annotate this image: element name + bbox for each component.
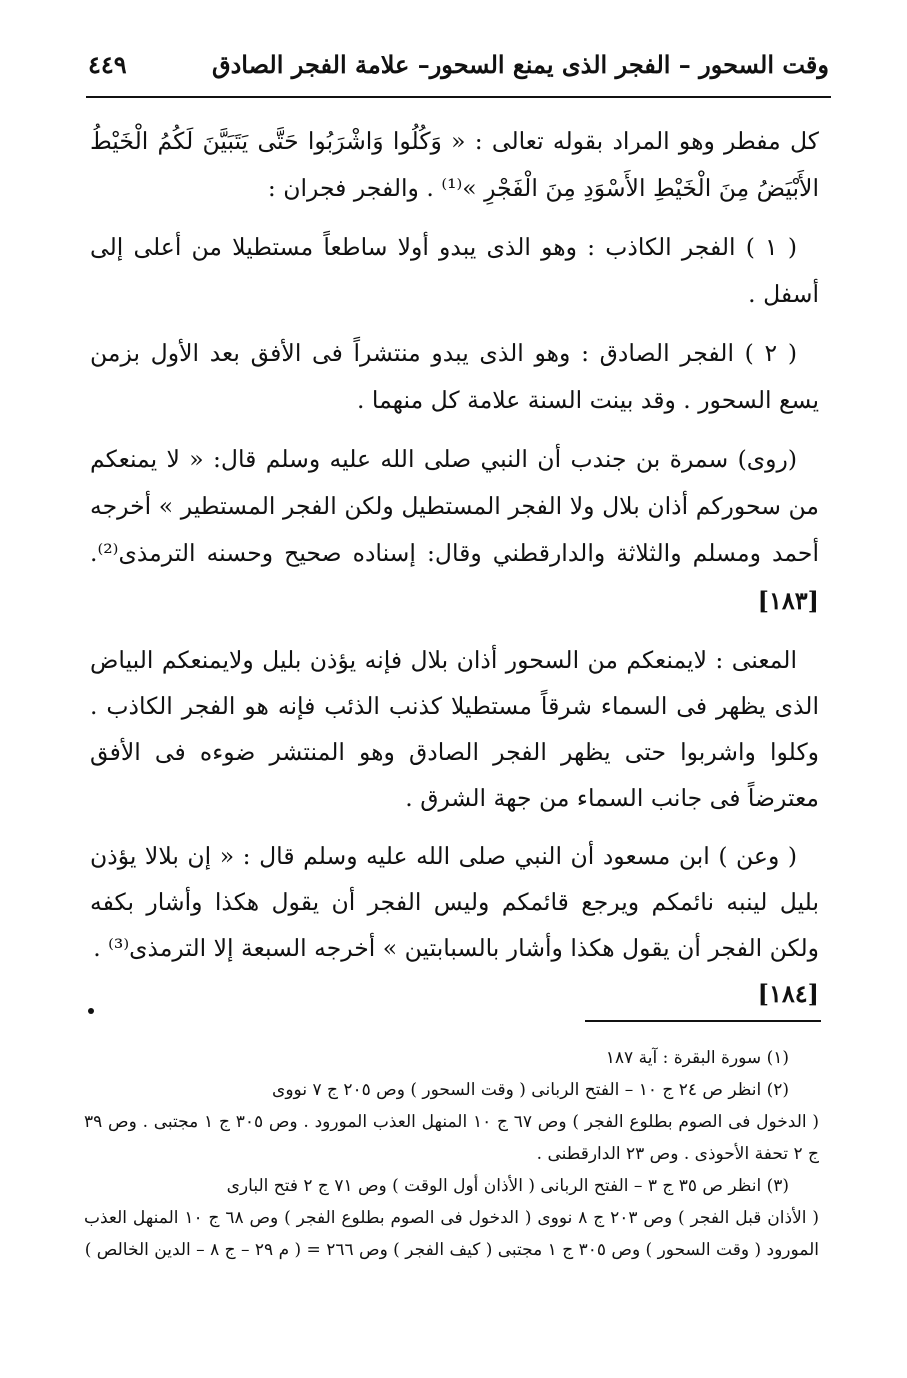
bullet-dot — [88, 1008, 94, 1014]
footnote-2-continuation: ( الدخول فى الصوم بطلوع الفجر ) وص ٦٧ ج ١٠ المنهل العذب المورود . وص ٣٠٥ ج ١ مجتبى . وص ٣٩ ج ٢ تحفة الأحوذى . وص ٢٣ الدارقطنى . — [84, 1112, 820, 1164]
footnote-3: (٣) انظر ص ٣٥ ج ٣ – الفتح الربانى ( الأذان أول الوقت ) وص ٧١ ج ٢ فتح البارى — [226, 1176, 789, 1196]
paragraph-4 — [90, 436, 819, 625]
hadith-number: [١٨٣] — [757, 586, 819, 615]
paragraph-1 — [90, 118, 819, 212]
paragraph-text: (روى) سمرة بن جندب أن النبي صلى الله عليه وسلم قال: « لا يمنعكم من سحوركم أذان بلال ولا الفجر المستطيل ولكن الفجر المستطير » أخرجه أحمد ومسلم والثلاثة والدارقطني وقال: إسناده صحيح وحسنه الترمذى⁽²⁾. — [90, 445, 819, 567]
paragraph-text: ( ٢ ) الفجر الصادق : وهو الذى يبدو منتشراً فى الأفق بعد الأول بزمن يسع السحور . وقد بينت السنة علامة كل منهما . — [90, 339, 819, 414]
header-rule — [86, 96, 831, 98]
footnote-1: (١) سورة البقرة : آية ١٨٧ — [605, 1048, 789, 1068]
footnote-2: (٢) انظر ص ٢٤ ج ١٠ – الفتح الربانى ( وقت السحور ) وص ٢٠٥ ج ٧ نووى — [272, 1080, 789, 1100]
paragraph-6 — [90, 833, 819, 1017]
paragraph-2 — [90, 224, 819, 318]
footnote-rule — [585, 1020, 821, 1022]
running-header — [88, 40, 829, 88]
hadith-number: [١٨٤] — [757, 979, 819, 1008]
paragraph-text: ( وعن ) ابن مسعود أن النبي صلى الله عليه وسلم قال : « إن بلالا يؤذن بليل لينبه نائمكم ويرجع قائمكم وليس الفجر أن يقول هكذا وأشار بكفه ولكن الفجر أن يقول هكذا وأشار بالسبابتين » أخرجه السبعة إلا الترمذى⁽³⁾ . — [90, 842, 819, 962]
paragraph-5 — [90, 637, 819, 821]
footnote-3-continuation: ( الأذان قبل الفجر ) وص ٢٠٣ ج ٨ نووى ( الدخول فى الصوم بطلوع الفجر ) وص ٦٨ ج ١٠ المنهل العذب المورود ( وقت السحور ) وص ٣٠٥ ج ١ مجتبى ( كيف الفجر ) وص ٢٦٦ = ( م ٢٩ – ج ٨ – الدين الخالص ) — [84, 1208, 819, 1260]
paragraph-3 — [90, 330, 819, 424]
paragraph-text: ( ١ ) الفجر الكاذب : وهو الذى يبدو أولا ساطعاً مستطيلا من أعلى إلى أسفل . — [90, 233, 819, 308]
footnotes — [84, 1042, 819, 1266]
paragraph-text: المعنى : لايمنعكم من السحور أذان بلال فإنه يؤذن بليل ولايمنعكم البياض الذى يظهر فى السماء شرقاً مستطيلا كذنب الذئب فإنه هو الفجر الكاذب . وكلوا واشربوا حتى يظهر الفجر الصادق وهو المنتشر ضوءه فى الأفق معترضاً فى جانب السماء من جهة الشرق . — [90, 646, 819, 812]
main-text — [90, 118, 819, 1029]
header-title: وقت السحور – الفجر الذى يمنع السحور– علامة الفجر الصادق — [212, 49, 829, 79]
page-number: ٤٤٩ — [88, 49, 127, 79]
paragraph-text: كل مفطر وهو المراد بقوله تعالى : « وَكُلُوا وَاشْرَبُوا حَتَّى يَتَبَيَّنَ لَكُمُ الْخَيْطُ الأَبْيَضُ مِنَ الْخَيْطِ الأَسْوَدِ مِنَ الْفَجْرِ »⁽¹⁾ . والفجر فجران : — [90, 127, 819, 202]
